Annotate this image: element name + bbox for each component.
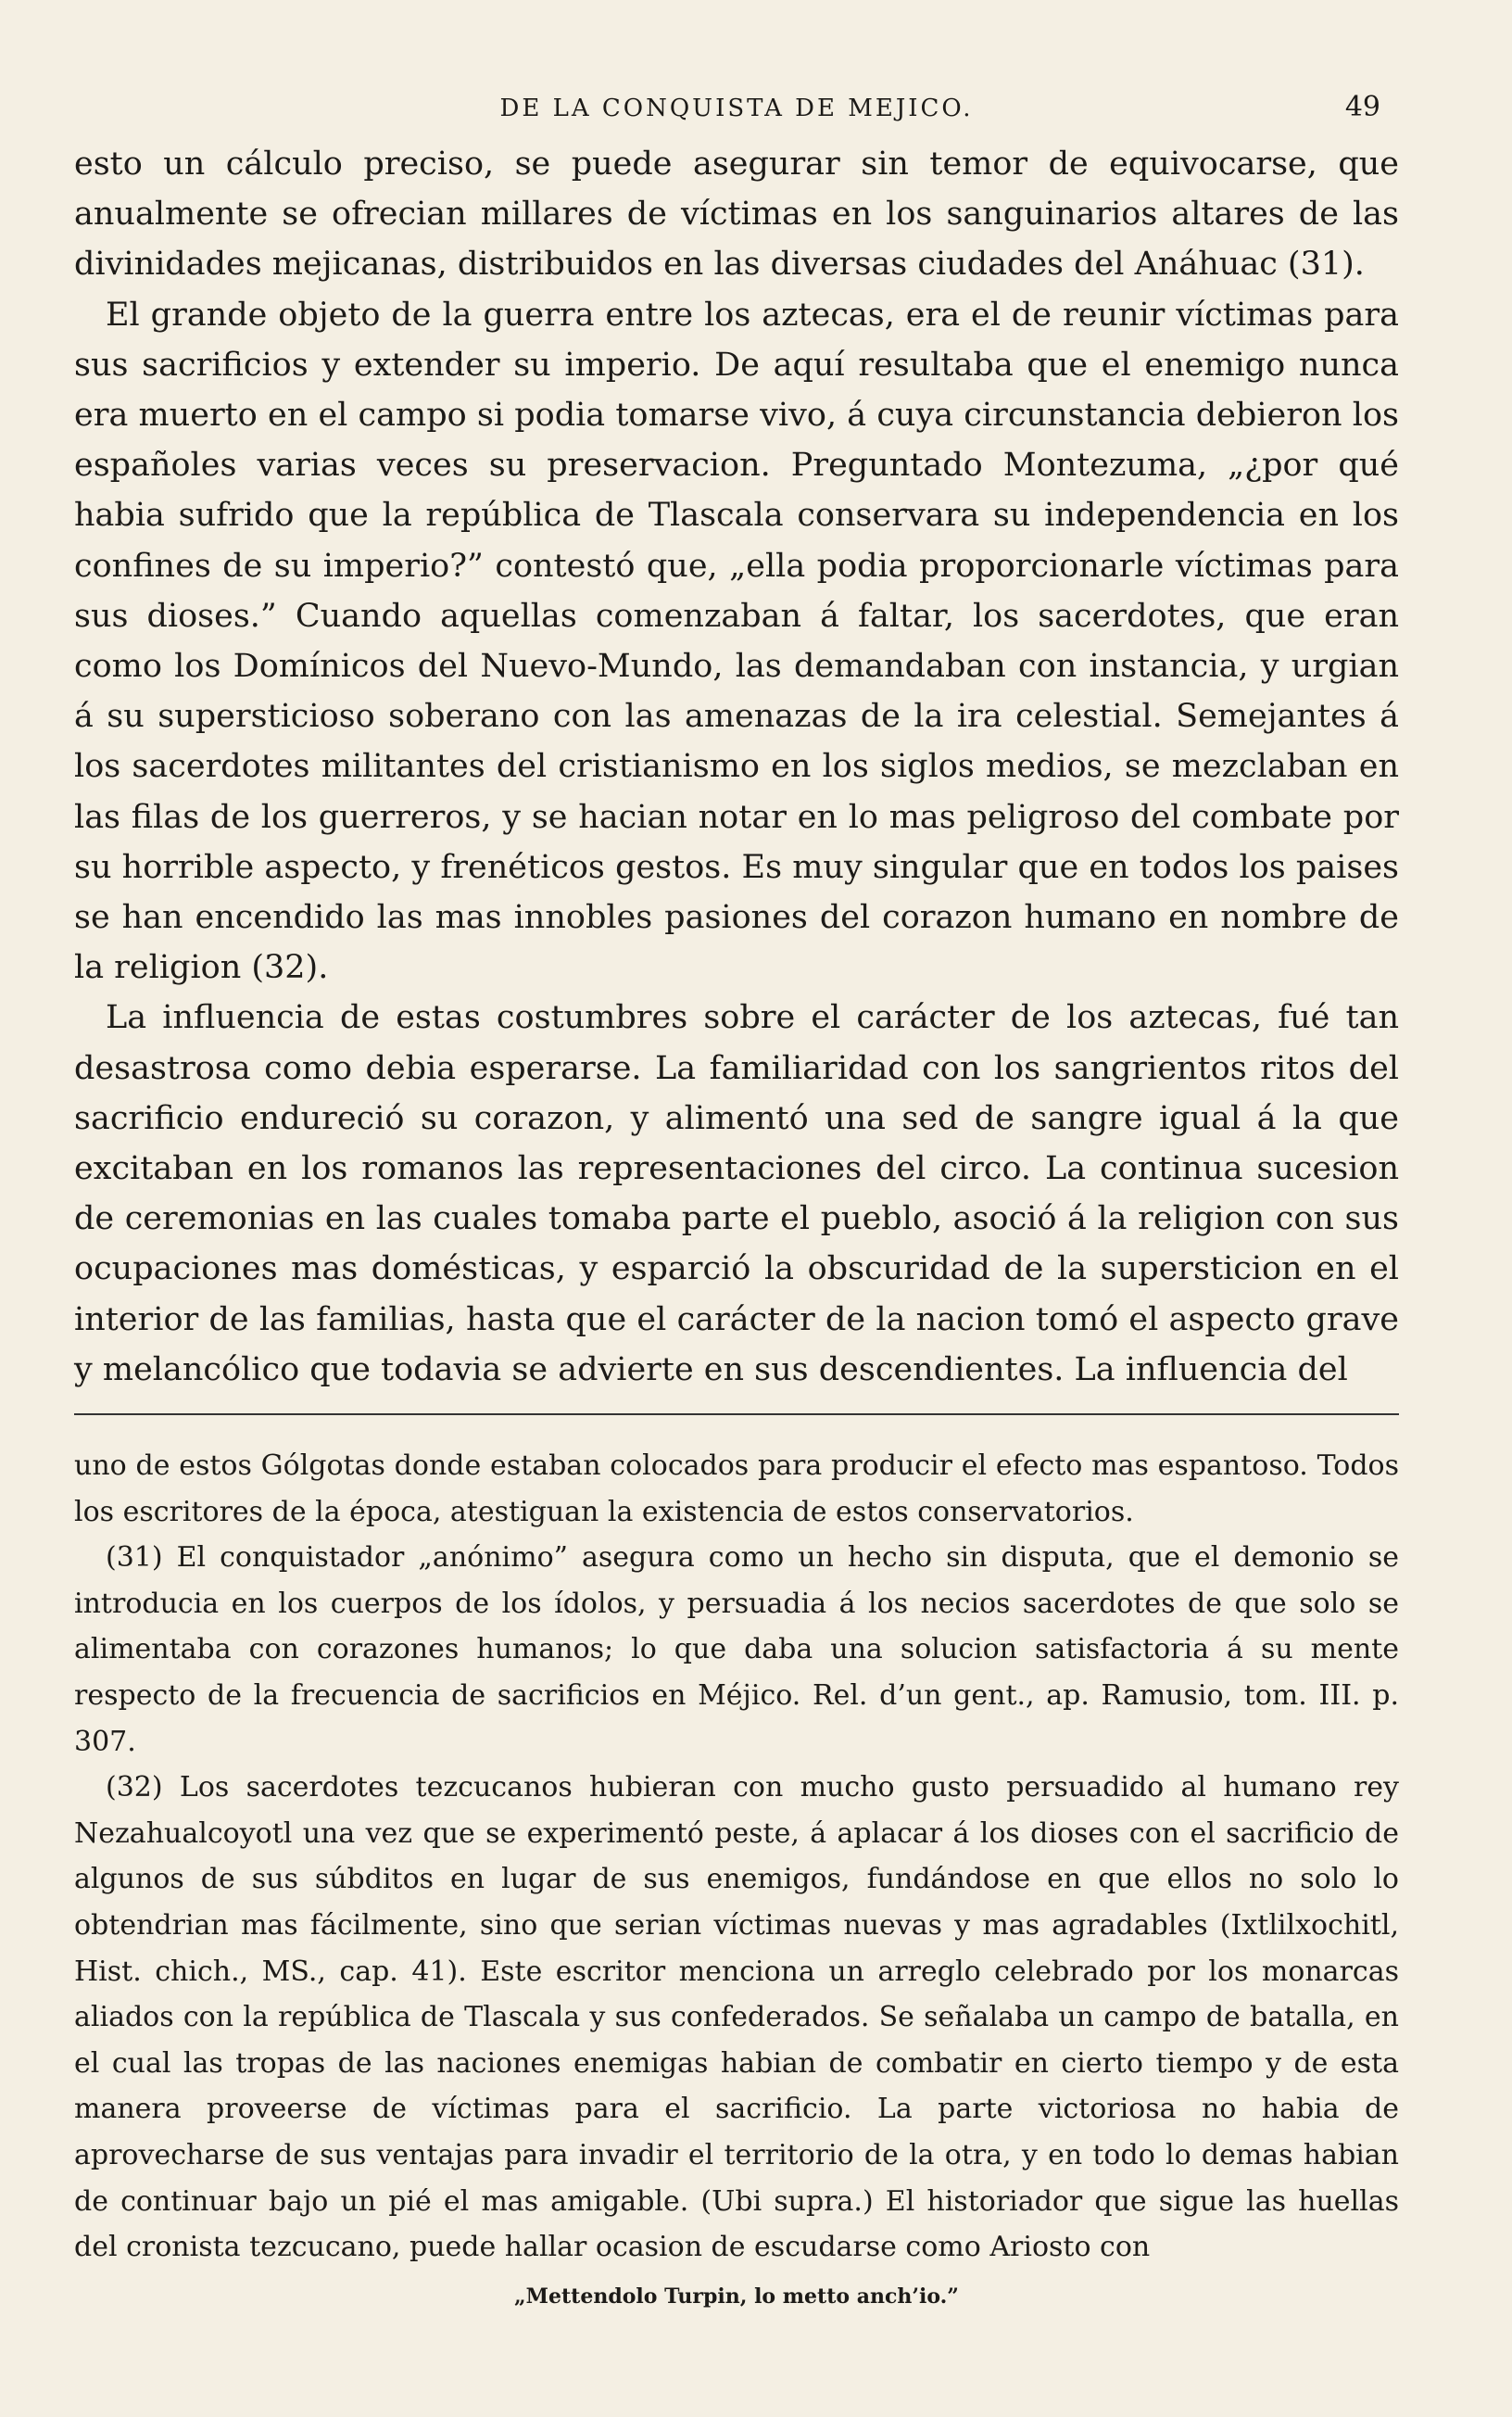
footnotes: [74, 1443, 1399, 2320]
footnote-quote: „Mettendolo Turpin, lo metto anch’io.”: [514, 2284, 959, 2309]
paragraph-3: La influencia de estas costumbres sobre el carácter de los aztecas, fué tan desastrosa como debia esperarse. La familiaridad con los sangrientos ritos del sacrificio endureció su corazon, y alimentó una sed de sangre igual á la que excitaban en los romanos las representaciones del circo. La continua sucesion de ceremonias en las cuales tomaba parte el pueblo, asoció á la religion con sus ocupaciones mas domésticas, y esparció la obscuridad de la supersticion en el interior de las familias, hasta que el carácter de la nacion tomó el aspecto grave y melancólico que todavia se advierte en sus descendientes. La influencia del: [74, 999, 1399, 1388]
body-text: [74, 139, 1399, 1395]
page-number: 49: [1344, 91, 1380, 123]
paragraph-1: esto un cálculo preciso, se puede asegurar sin temor de equivocarse, que anualmente se ofrecian millares de víctimas en los sanguinarios altares de las divinidades mejicanas, distribuidos en las diversas ciudades del Anáhuac (31).: [74, 146, 1399, 284]
footnote-continuation: uno de estos Gólgotas donde estaban colocados para producir el efecto mas espantoso. Todos los escritores de la época, atestiguan la existencia de estos conservatorios.: [74, 1449, 1399, 1528]
footnote-divider: [74, 1413, 1399, 1415]
running-title: DE LA CONQUISTA DE MEJICO.: [499, 95, 974, 122]
book-page: [74, 83, 1399, 2320]
paragraph-2: El grande objeto de la guerra entre los aztecas, era el de reunir víctimas para sus sacrificios y extender su imperio. De aquí resultaba que el enemigo nunca era muerto en el campo si podia tomarse vivo, á cuya circunstancia debieron los españoles varias veces su preservacion. Preguntado Montezuma, „¿por qué habia sufrido que la república de Tlascala conservara su independencia en los confines de su imperio?” contestó que, „ella podia proporcionarle víctimas para sus dioses.” Cuando aquellas comenzaban á faltar, los sacerdotes, que eran como los Domínicos del Nuevo-Mundo, las demandaban con instancia, y urgian á su supersticioso soberano con las amenazas de la ira celestial. Semejantes á los sacerdotes militantes del cristianismo en los siglos medios, se mezclaban en las filas de los guerreros, y se hacian notar en lo mas peligroso del combate por su horrible aspecto, y frenéticos gestos. Es muy singular que en todos los paises se han encendido las mas innobles pasiones del corazon humano en nombre de la religion (32).: [74, 296, 1399, 987]
footnote-31: (31) El conquistador „anónimo” asegura como un hecho sin disputa, que el demonio se introducia en los cuerpos de los ídolos, y persuadia á los necios sacerdotes de que solo se alimentaba con corazones humanos; lo que daba una solucion satisfactoria á su mente respecto de la frecuencia de sacrificios en Méjico. Rel. d’un gent., ap. Ramusio, tom. III. p. 307.: [74, 1541, 1399, 1758]
footnote-32: (32) Los sacerdotes tezcucanos hubieran con mucho gusto persuadido al humano rey Nezahualcoyotl una vez que se experimentó peste, á aplacar á los dioses con el sacrificio de algunos de sus súbditos en lugar de sus enemigos, fundándose en que ellos no solo lo obtendrian mas fácilmente, sino que serian víctimas nuevas y mas agradables (Ixtlilxochitl, Hist. chich., MS., cap. 41). Este escritor menciona un arreglo celebrado por los monarcas aliados con la república de Tlascala y sus confederados. Se señalaba un campo de batalla, en el cual las tropas de las naciones enemigas habian de combatir en cierto tiempo y de esta manera proveerse de víctimas para el sacrificio. La parte victoriosa no habia de aprovecharse de sus ventajas para invadir el territorio de la otra, y en todo lo demas habian de continuar bajo un pié el mas amigable. (Ubi supra.) El historiador que sigue las huellas del cronista tezcucano, puede hallar ocasion de escudarse como Ariosto con: [74, 1771, 1399, 2264]
page-header: [74, 83, 1399, 139]
